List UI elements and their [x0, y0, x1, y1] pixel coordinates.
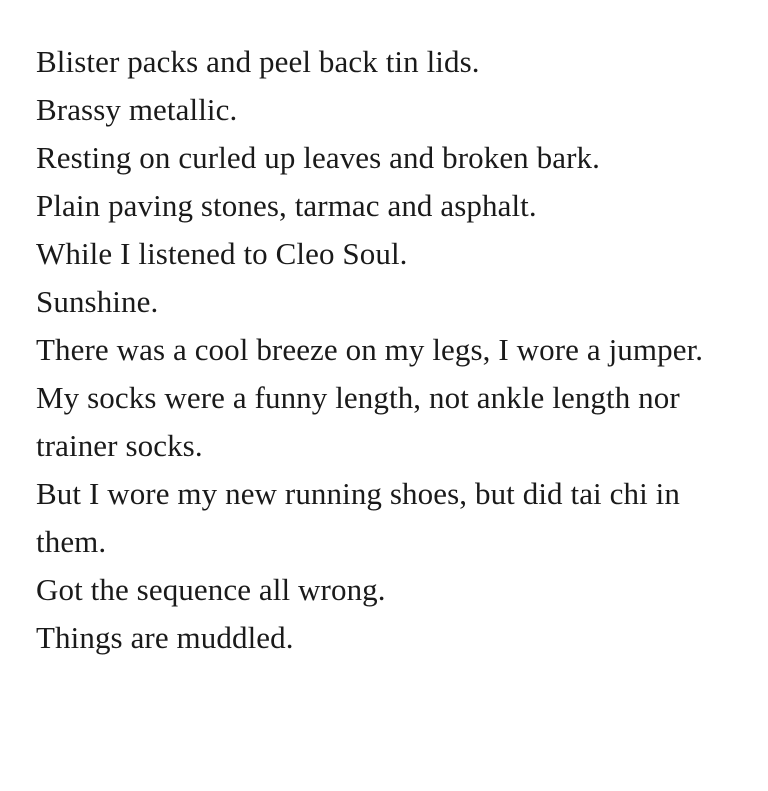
- poem-line: Got the sequence all wrong.: [36, 572, 386, 607]
- poem-line: But I wore my new running shoes, but did tai chi in them.: [36, 476, 680, 559]
- poem-line: Brassy metallic.: [36, 92, 238, 127]
- poem-line: Blister packs and peel back tin lids.: [36, 44, 480, 79]
- poem-line: Things are muddled.: [36, 620, 294, 655]
- poem-line: My socks were a funny length, not ankle length nor trainer socks.: [36, 380, 680, 463]
- poem-line: Resting on curled up leaves and broken bark.: [36, 140, 600, 175]
- poem-line: Sunshine.: [36, 284, 159, 319]
- poem-line: There was a cool breeze on my legs, I wore a jumper.: [36, 332, 704, 367]
- poem-text: [36, 38, 746, 662]
- poem-line: While I listened to Cleo Soul.: [36, 236, 408, 271]
- poem-line: Plain paving stones, tarmac and asphalt.: [36, 188, 537, 223]
